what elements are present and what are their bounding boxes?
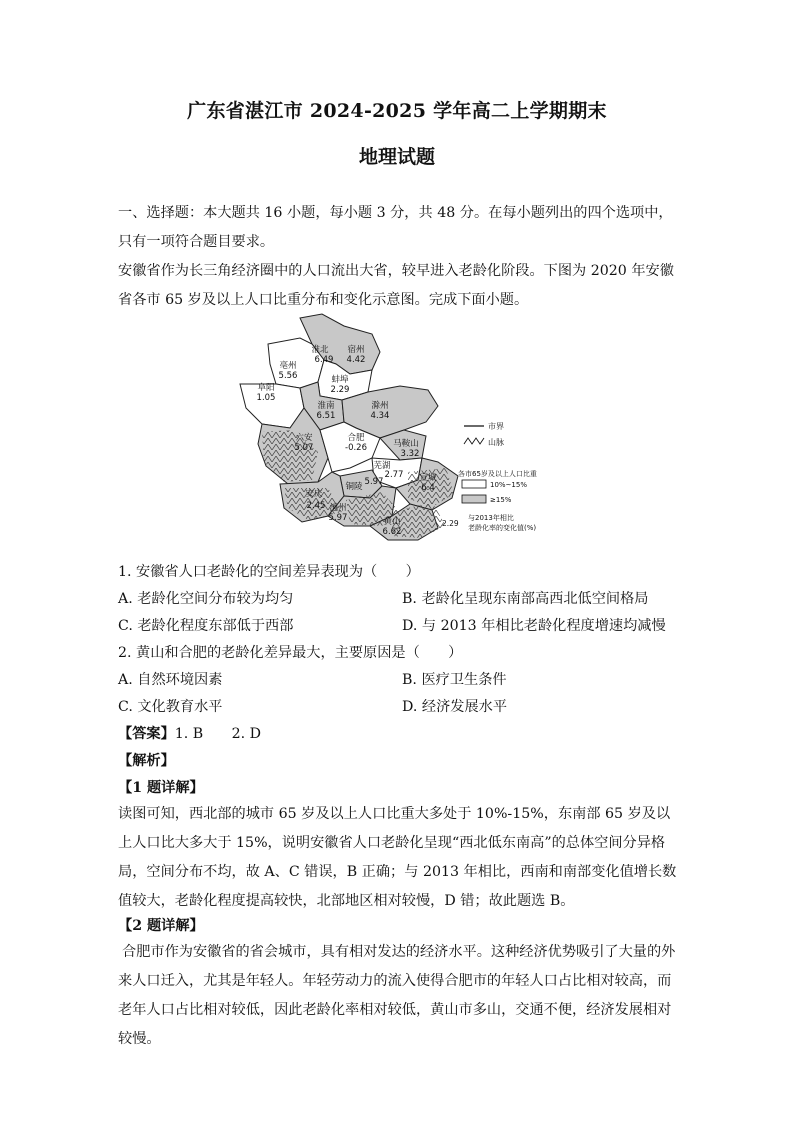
- city-name: 亳州: [279, 361, 297, 371]
- document-subtitle: 地理试题: [358, 146, 435, 168]
- document-title: 广东省湛江市 2024-2025 学年高二上学期期末: [187, 100, 607, 122]
- q2-option-c: C. 文化教育水平: [118, 699, 223, 715]
- anhui-aging-map: [232, 312, 562, 544]
- city-name: 安庆: [305, 489, 323, 499]
- detail1-text: 读图可知，西北部的城市 65 岁及以上人口比重大多处于 10%-15%，东南部 65 岁及以上人口比大多大于 15%，说明安徽省人口老龄化呈现“西北低东南高”的总体空间分异格局，空间分布不均，故 A、C 错误，B 正确；与 2013 年相比，西南和南部变化值增长数值较大，老龄化程度提高较快，北部地区相对较慢，D 错；故此题选 B。: [118, 806, 677, 909]
- city-value: -0.26: [345, 443, 367, 453]
- city-value: 5.07: [294, 443, 314, 453]
- city-name: 阜阳: [257, 383, 275, 393]
- city-name: 滁州: [371, 401, 389, 411]
- city-name: 黄山: [383, 517, 401, 527]
- city-value: 3.32: [400, 449, 420, 459]
- legend-change-line2: 老龄化率的变化值(%): [468, 524, 537, 532]
- answer-value: 1. B 2. D: [174, 726, 262, 742]
- city-name: 宿州: [347, 345, 365, 355]
- legend-low: 10%~15%: [490, 481, 527, 489]
- section-header: 一、选择题：本大题共 16 小题，每小题 3 分，共 48 分。在每小题列出的四个选项中，只有一项符合题目要求。: [118, 205, 673, 250]
- detail2-title: 【2 题详解】: [118, 918, 204, 934]
- city-name: 马鞍山: [393, 439, 419, 449]
- city-value: 2.45: [306, 501, 326, 511]
- question-intro: 安徽省作为长三角经济圈中的人口流出大省，较早进入老龄化阶段。下图为 2020 年安徽省各市 65 岁及以上人口比重分布和变化示意图。完成下面小题。: [118, 263, 674, 308]
- city-name: 蚌埠: [331, 375, 349, 385]
- city-name: 淮北: [311, 345, 329, 355]
- q2-option-b: B. 医疗卫生条件: [402, 672, 507, 688]
- city-name: 合肥: [347, 433, 365, 443]
- city-value: 4.34: [370, 411, 390, 421]
- q1-option-c: C. 老龄化程度东部低于西部: [118, 618, 294, 634]
- city-name: 池州: [329, 503, 347, 513]
- city-value: 6.62: [382, 527, 402, 537]
- city-name: 宣城: [419, 473, 437, 483]
- q1-option-a: A. 老龄化空间分布较为均匀: [118, 591, 294, 607]
- legend-mountain: 山脉: [488, 438, 504, 447]
- city-value: 5.97: [364, 477, 384, 487]
- city-name: 铜陵: [345, 482, 363, 492]
- city-name: 淮南: [317, 401, 335, 411]
- city-value: 2.29: [330, 385, 350, 395]
- q2-option-d: D. 经济发展水平: [402, 699, 508, 715]
- q1-stem: 1. 安徽省人口老龄化的空间差异表现为（ ）: [118, 564, 420, 580]
- legend-ratio-title: 各市65岁及以上人口比重: [458, 470, 537, 478]
- legend-change-sample: 2.29: [442, 519, 459, 528]
- legend-high: ≥15%: [490, 496, 512, 504]
- city-value: 5.97: [328, 513, 348, 523]
- city-value: 5.56: [278, 371, 298, 381]
- q1-option-d: D. 与 2013 年相比老龄化程度增速均减慢: [402, 618, 666, 634]
- city-value: 4.42: [346, 355, 366, 365]
- detail2-text: 合肥市作为安徽省的省会城市，具有相对发达的经济水平。这种经济优势吸引了大量的外来人口迁入，尤其是年轻人。年轻劳动力的流入使得合肥市的年轻人口占比相对较高，而老年人口占比相对较低，因此老龄化率相对较低，黄山市多山，交通不便，经济发展相对较慢。: [118, 944, 676, 1047]
- city-value: 6.4: [421, 483, 435, 493]
- q2-stem: 2. 黄山和合肥的老龄化差异最大，主要原因是（ ）: [118, 645, 463, 661]
- q2-option-a: A. 自然环境因素: [118, 672, 223, 688]
- legend-boundary: 市界: [488, 422, 504, 431]
- city-name: 芜湖: [373, 461, 391, 471]
- city-value: 6.49: [314, 355, 334, 365]
- answer-line: [118, 723, 261, 743]
- city-value: 6.51: [316, 411, 336, 421]
- detail1-title: 【1 题详解】: [118, 780, 204, 796]
- city-value: 1.05: [256, 393, 276, 403]
- q1-option-b: B. 老龄化呈现东南部高西北低空间格局: [402, 591, 649, 607]
- answer-label: 【答案】: [118, 726, 175, 742]
- legend-change-line1: 与2013年相比: [468, 514, 514, 522]
- analysis-label: 【解析】: [118, 753, 175, 769]
- city-name: 六安: [295, 433, 313, 443]
- city-value: 2.77: [384, 470, 404, 480]
